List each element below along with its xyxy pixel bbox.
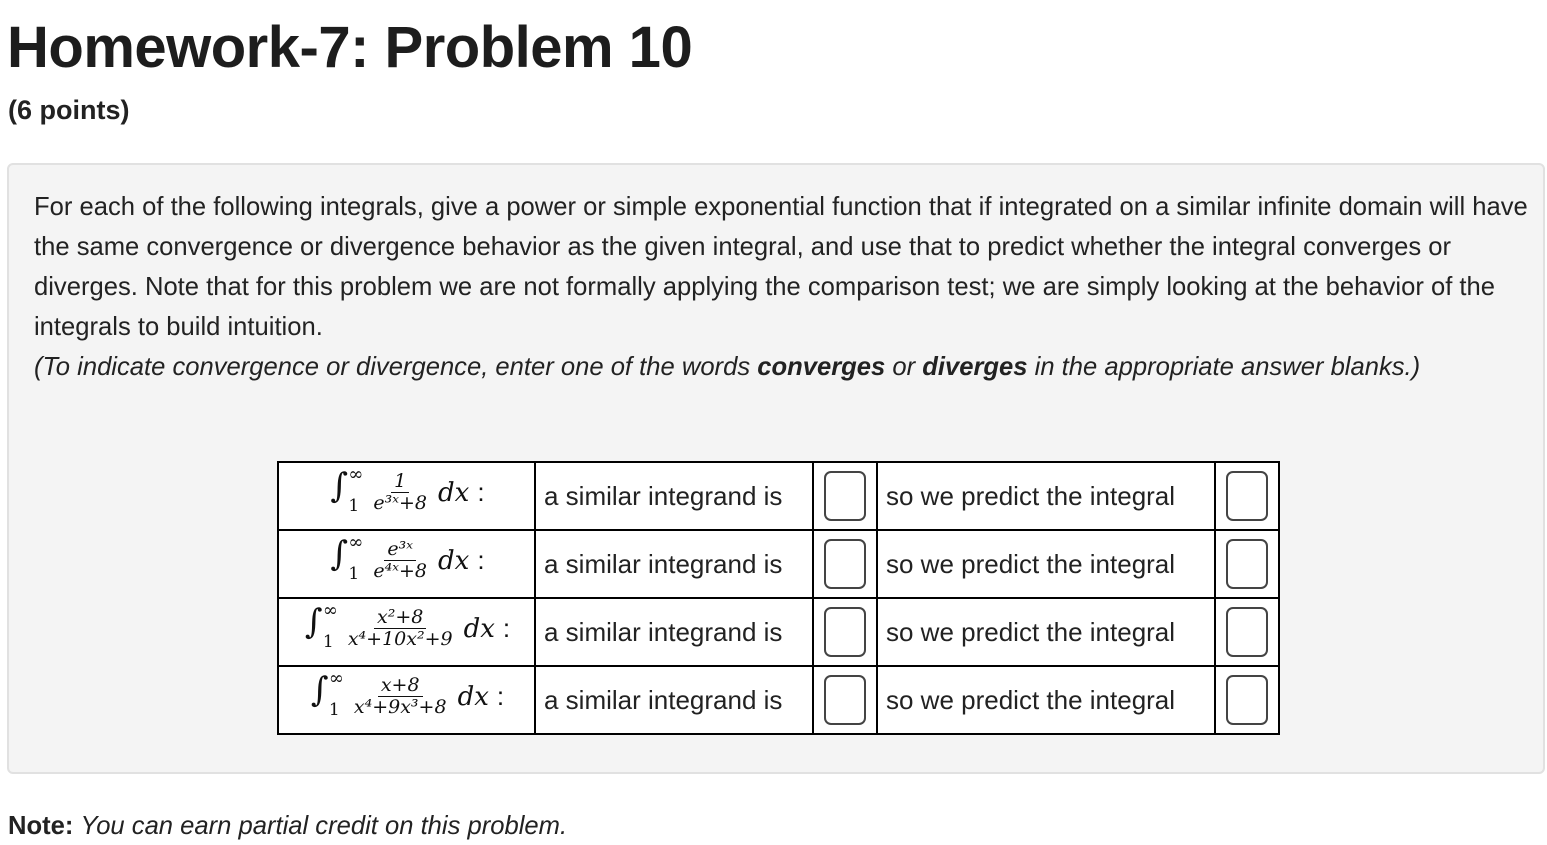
upper-limit: ∞ xyxy=(322,599,338,621)
similar-integrand-cell xyxy=(813,462,877,530)
integrand-fraction xyxy=(345,607,456,650)
upper-limit: ∞ xyxy=(328,667,344,689)
integral-expression xyxy=(278,530,535,598)
similar-integrand-cell xyxy=(813,598,877,666)
integral-math xyxy=(328,531,485,584)
prediction-input[interactable] xyxy=(1226,607,1268,657)
integrand-fraction xyxy=(370,539,430,582)
integral-expression xyxy=(278,666,535,734)
problem-title: Homework-7: Problem 10 xyxy=(7,15,693,80)
integrand-fraction xyxy=(351,675,450,718)
upper-limit: ∞ xyxy=(348,531,364,553)
integral-row xyxy=(278,666,1279,734)
upper-limit: ∞ xyxy=(348,463,364,485)
instructions-hint: (To indicate convergence or divergence, enter one of the words converges or diverges in the appropriate answer blanks.) xyxy=(34,353,1421,381)
prediction-input[interactable] xyxy=(1226,471,1268,521)
colon: : xyxy=(502,613,511,643)
integral-row xyxy=(278,462,1279,530)
integral-sign: ∫ ∞ 1 xyxy=(304,599,338,652)
similar-integrand-cell xyxy=(813,530,877,598)
lower-limit: 1 xyxy=(348,563,360,584)
instructions-text xyxy=(34,187,1529,387)
integrand-denominator: x⁴+9x³+8 xyxy=(353,696,447,718)
integral-sign: ∫ ∞ 1 xyxy=(330,463,364,516)
integral-sign: ∫ ∞ 1 xyxy=(330,531,364,584)
differential: dx xyxy=(457,681,489,712)
similar-integrand-label: a similar integrand is xyxy=(535,598,813,666)
differential: dx xyxy=(463,613,495,644)
keyword-diverges: diverges xyxy=(922,353,1028,381)
points-label: (6 points) xyxy=(8,95,130,125)
integrand-denominator: e³ˣ+8 xyxy=(373,492,428,514)
keyword-converges: converges xyxy=(757,353,886,381)
note-label: Note: xyxy=(8,812,74,840)
similar-integrand-label: a similar integrand is xyxy=(535,462,813,530)
prediction-cell xyxy=(1215,598,1279,666)
colon: : xyxy=(496,681,505,711)
colon: : xyxy=(477,477,485,507)
prediction-label: so we predict the integral xyxy=(877,598,1215,666)
integral-math xyxy=(328,463,485,516)
prediction-cell xyxy=(1215,666,1279,734)
note-text: You can earn partial credit on this problem. xyxy=(80,812,568,840)
integrand-denominator: x⁴+10x²+9 xyxy=(347,628,453,650)
lower-limit: 1 xyxy=(328,699,340,720)
prediction-label: so we predict the integral xyxy=(877,462,1215,530)
problem-body xyxy=(7,163,1545,774)
differential: dx xyxy=(438,545,470,576)
partial-credit-note xyxy=(8,808,567,844)
lower-limit: 1 xyxy=(322,631,334,652)
prediction-cell xyxy=(1215,462,1279,530)
integrand-numerator: x²+8 xyxy=(374,607,426,629)
integral-math xyxy=(309,667,505,720)
integral-math xyxy=(303,599,511,652)
integrand-numerator: 1 xyxy=(391,471,409,493)
lower-limit: 1 xyxy=(348,495,360,516)
integrand-numerator: e³ˣ xyxy=(384,539,416,561)
similar-integrand-cell xyxy=(813,666,877,734)
similar-integrand-input[interactable] xyxy=(824,675,866,725)
similar-integrand-label: a similar integrand is xyxy=(535,666,813,734)
colon: : xyxy=(477,545,485,575)
prediction-label: so we predict the integral xyxy=(877,666,1215,734)
integrand-numerator: x+8 xyxy=(378,675,423,697)
integrand-denominator: e⁴ˣ+8 xyxy=(373,560,428,582)
integrand-fraction xyxy=(370,471,430,514)
similar-integrand-input[interactable] xyxy=(824,607,866,657)
answer-table xyxy=(277,461,1280,735)
similar-integrand-label: a similar integrand is xyxy=(535,530,813,598)
prediction-input[interactable] xyxy=(1226,539,1268,589)
integral-expression xyxy=(278,598,535,666)
integral-sign: ∫ ∞ 1 xyxy=(310,667,344,720)
prediction-label: so we predict the integral xyxy=(877,530,1215,598)
differential: dx xyxy=(438,477,470,508)
similar-integrand-input[interactable] xyxy=(824,539,866,589)
similar-integrand-input[interactable] xyxy=(824,471,866,521)
integral-row xyxy=(278,530,1279,598)
integral-row xyxy=(278,598,1279,666)
integral-expression xyxy=(278,462,535,530)
prediction-cell xyxy=(1215,530,1279,598)
prediction-input[interactable] xyxy=(1226,675,1268,725)
instructions-main: For each of the following integrals, give a power or simple exponential function that if integrated on a similar infinite domain will have the same convergence or divergence behavior as the given integral, and use that to predict whether the integral converges or diverges. Note that for this problem we are not formally applying the comparison test; we are simply looking at the behavior of the integrals to build intuition. xyxy=(34,193,1528,341)
